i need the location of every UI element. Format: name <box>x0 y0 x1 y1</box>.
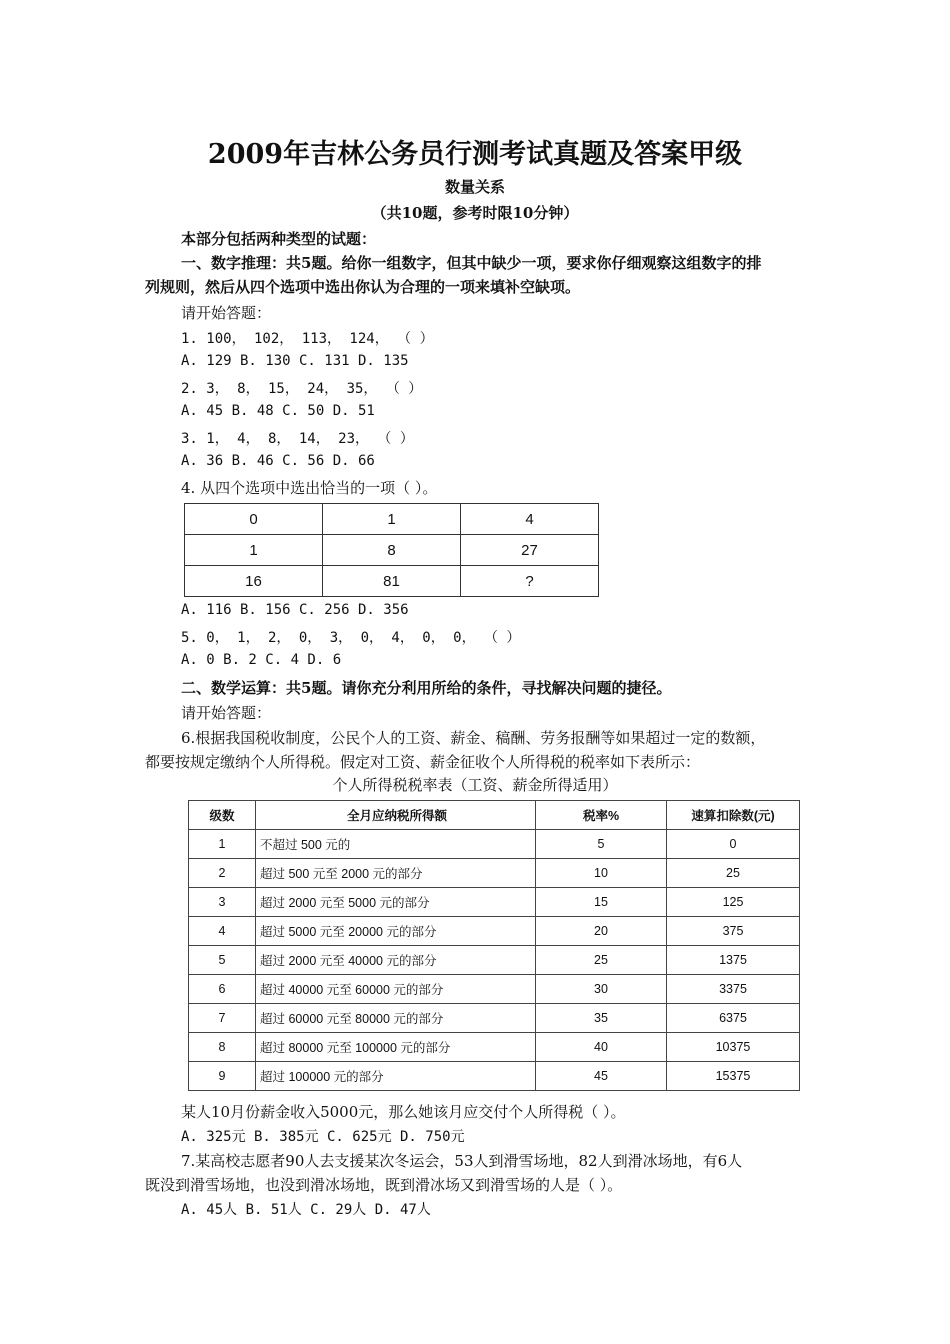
section-note: （共10题，参考时限10分钟） <box>371 204 579 222</box>
tax-cell-level: 5 <box>189 946 256 975</box>
tax-cell-income: 超过 100000 元的部分 <box>256 1062 536 1091</box>
intro-text: 本部分包括两种类型的试题： <box>181 230 377 248</box>
tax-cell-income: 超过 60000 元至 80000 元的部分 <box>256 1004 536 1033</box>
tax-cell-deduction: 375 <box>667 917 800 946</box>
question-3-options: A. 36 B. 46 C. 56 D. 66 <box>181 453 375 469</box>
tax-rate-table <box>188 800 800 1091</box>
table-row <box>189 830 800 859</box>
tax-cell-rate: 10 <box>536 859 667 888</box>
tax-cell-income: 超过 40000 元至 60000 元的部分 <box>256 975 536 1004</box>
table-row <box>189 1033 800 1062</box>
tax-cell-deduction: 25 <box>667 859 800 888</box>
tax-cell-level: 7 <box>189 1004 256 1033</box>
tax-cell-deduction: 0 <box>667 830 800 859</box>
tax-header-income: 全月应纳税所得额 <box>256 801 536 830</box>
grid-cell: 8 <box>323 535 461 566</box>
question-7-options: A. 45人 B. 51人 C. 29人 D. 47人 <box>181 1202 431 1218</box>
section-title: 数量关系 <box>444 178 505 196</box>
table-row <box>189 946 800 975</box>
grid-cell: 1 <box>323 504 461 535</box>
tax-header-level: 级数 <box>189 801 256 830</box>
tax-cell-deduction: 3375 <box>667 975 800 1004</box>
grid-cell: 1 <box>185 535 323 566</box>
tax-cell-level: 4 <box>189 917 256 946</box>
tax-cell-income: 超过 80000 元至 100000 元的部分 <box>256 1033 536 1062</box>
table-row <box>189 859 800 888</box>
tax-cell-rate: 15 <box>536 888 667 917</box>
question-6-line1: 6.根据我国税收制度，公民个人的工资、薪金、稿酬、劳务报酬等如果超过一定的数额， <box>181 729 766 747</box>
tax-cell-deduction: 10375 <box>667 1033 800 1062</box>
tax-header-deduction: 速算扣除数(元) <box>667 801 800 830</box>
question-4: 4. 从四个选项中选出恰当的一项（ ）。 <box>181 479 438 497</box>
tax-cell-income: 超过 5000 元至 20000 元的部分 <box>256 917 536 946</box>
table-row <box>189 888 800 917</box>
tax-cell-rate: 25 <box>536 946 667 975</box>
question-6-line2: 都要按规定缴纳个人所得税。假定对工资、薪金征收个人所得税的税率如下表所示： <box>145 753 701 771</box>
question-4-options: A. 116 B. 156 C. 256 D. 356 <box>181 602 409 618</box>
question-2: 2. 3， 8， 15， 24， 35， （ ） <box>181 381 423 397</box>
question-7-line2: 既没到滑雪场地，也没到滑冰场地，既到滑冰场又到滑雪场的人是（ ）。 <box>145 1176 623 1194</box>
part2-heading: 二、数学运算：共5题。请你充分利用所给的条件，寻找解决问题的捷径。 <box>181 679 672 697</box>
tax-table-header-row <box>189 801 800 830</box>
part2-start: 请开始答题： <box>181 704 272 722</box>
question-4-grid <box>184 503 599 597</box>
question-6-options: A. 325元 B. 385元 C. 625元 D. 750元 <box>181 1129 465 1145</box>
grid-row <box>185 504 599 535</box>
tax-cell-level: 3 <box>189 888 256 917</box>
tax-cell-rate: 35 <box>536 1004 667 1033</box>
question-5: 5. 0， 1， 2， 0， 3， 0， 4， 0， 0， （ ） <box>181 630 521 646</box>
page-title: 2009年吉林公务员行测考试真题及答案甲级 <box>207 139 743 170</box>
grid-cell: 27 <box>461 535 599 566</box>
grid-cell: 16 <box>185 566 323 597</box>
tax-cell-deduction: 1375 <box>667 946 800 975</box>
question-5-options: A. 0 B. 2 C. 4 D. 6 <box>181 652 342 668</box>
tax-header-rate: 税率% <box>536 801 667 830</box>
tax-cell-rate: 45 <box>536 1062 667 1091</box>
question-2-options: A. 45 B. 48 C. 50 D. 51 <box>181 403 375 419</box>
tax-cell-deduction: 15375 <box>667 1062 800 1091</box>
tax-cell-rate: 40 <box>536 1033 667 1062</box>
tax-cell-rate: 30 <box>536 975 667 1004</box>
question-6-ask: 某人10月份薪金收入5000元，那么她该月应交付个人所得税（ ）。 <box>181 1103 626 1121</box>
tax-cell-level: 2 <box>189 859 256 888</box>
question-7-line1: 7.某高校志愿者90人去支援某次冬运会，53人到滑雪场地，82人到滑冰场地，有6人 <box>181 1152 743 1170</box>
tax-cell-deduction: 6375 <box>667 1004 800 1033</box>
table-row <box>189 1062 800 1091</box>
tax-cell-level: 8 <box>189 1033 256 1062</box>
part1-start: 请开始答题： <box>181 304 272 322</box>
tax-cell-deduction: 125 <box>667 888 800 917</box>
tax-cell-level: 6 <box>189 975 256 1004</box>
grid-cell: 0 <box>185 504 323 535</box>
tax-cell-level: 9 <box>189 1062 256 1091</box>
tax-table-caption: 个人所得税税率表（工资、薪金所得适用） <box>332 776 618 794</box>
tax-cell-rate: 5 <box>536 830 667 859</box>
grid-cell: ? <box>461 566 599 597</box>
question-1: 1. 100， 102， 113， 124， （ ） <box>181 331 434 347</box>
grid-row <box>185 566 599 597</box>
tax-cell-level: 1 <box>189 830 256 859</box>
question-3: 3. 1， 4， 8， 14， 23， （ ） <box>181 431 414 447</box>
tax-cell-rate: 20 <box>536 917 667 946</box>
tax-cell-income: 超过 2000 元至 40000 元的部分 <box>256 946 536 975</box>
tax-cell-income: 不超过 500 元的 <box>256 830 536 859</box>
grid-cell: 4 <box>461 504 599 535</box>
tax-cell-income: 超过 500 元至 2000 元的部分 <box>256 859 536 888</box>
question-1-options: A. 129 B. 130 C. 131 D. 135 <box>181 353 409 369</box>
grid-cell: 81 <box>323 566 461 597</box>
table-row <box>189 975 800 1004</box>
part1-heading-line1: 一、数字推理：共5题。给你一组数字，但其中缺少一项，要求你仔细观察这组数字的排 <box>181 254 762 272</box>
grid-row <box>185 535 599 566</box>
table-row <box>189 1004 800 1033</box>
tax-cell-income: 超过 2000 元至 5000 元的部分 <box>256 888 536 917</box>
table-row <box>189 917 800 946</box>
part1-heading-line2: 列规则，然后从四个选项中选出你认为合理的一项来填补空缺项。 <box>145 278 581 296</box>
